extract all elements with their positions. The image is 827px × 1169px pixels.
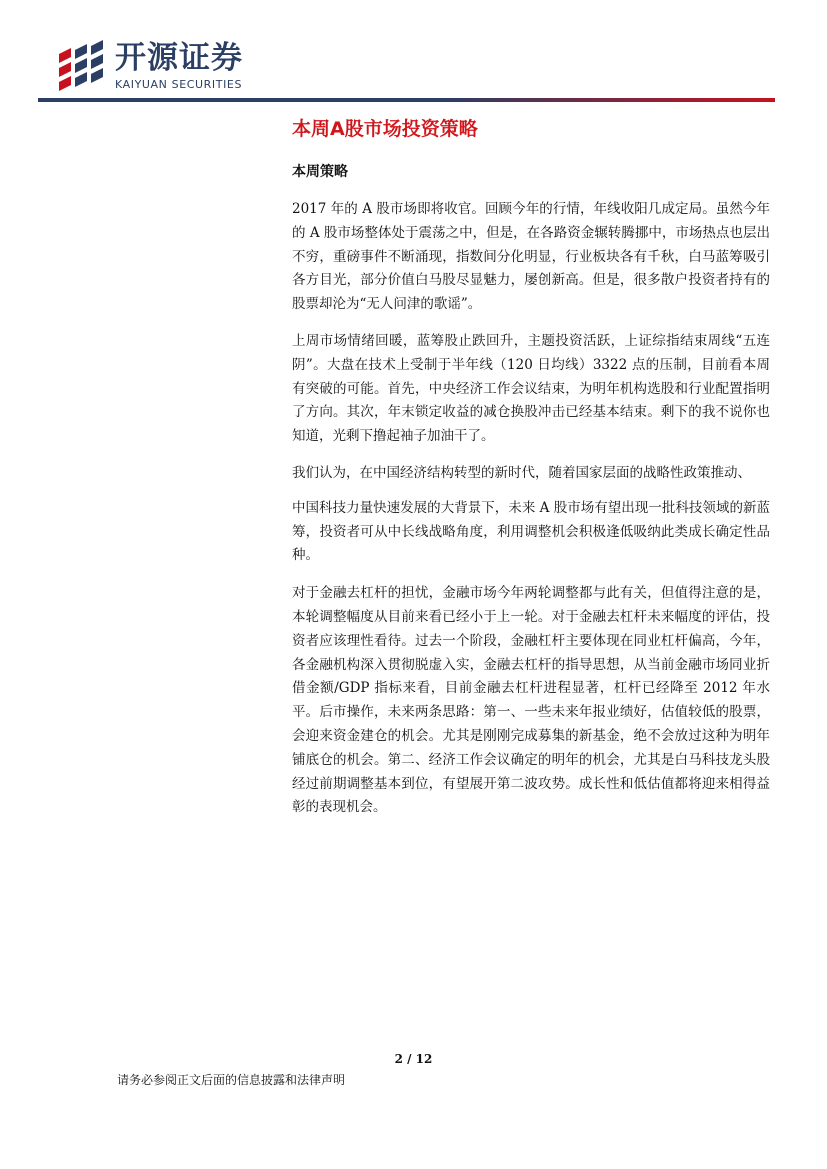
paragraph-1: 2017 年的 A 股市场即将收官。回顾今年的行情，年线收阳几成定局。虽然今年的 A 股市场整体处于震荡之中，但是，在各路资金辗转腾挪中，市场热点也层出不穷，重磅事件不断涌现，指数间分化明显，行业板块各有千秋，白马蓝筹吸引各方目光，部分价值白马股尽显魅力，屡创新高。但是，很多散户投资者持有的股票却沦为“无人问津的歌谣”。 [292,201,770,313]
paragraph-4: 对于金融去杠杆的担忧，金融市场今年两轮调整都与此有关，但值得注意的是，本轮调整幅度从目前来看已经小于上一轮。对于金融去杠杆未来幅度的评估，投资者应该理性看待。过去一个阶段，金融杠杆主要体现在同业杠杆偏高，今年，各金融机构深入贯彻脱虚入实，金融去杠杆的指导思想，从当前金融市场同业折借金额/GDP 指标来看，目前金融去杠杆进程显著，杠杆已经降至 2012 年水平。后市操作，未来两条思路：第一、一些未来年报业绩好，估值较低的股票，会迎来资金建仓的机会。尤其是刚刚完成募集的新基金，绝不会放过这种为明年铺底仓的机会。第二、经济工作会议确定的明年的机会，尤其是白马科技龙头股经过前期调整基本到位，有望展开第二波攻势。成长性和低估值都将迎来相得益彰的表现机会。 [292,585,770,816]
article-body [292,116,770,820]
kaiyuan-logo [55,40,245,100]
legal-disclaimer: 请务必参阅正文后面的信息披露和法律声明 [117,1073,346,1087]
paragraph-3-part-b: 中国科技力量快速发展的大背景下，未来 A 股市场有望出现一批科技领域的新蓝筹，投资者可从中长线战略角度，利用调整机会积极逢低吸纳此类成长确定性品种。 [292,499,770,564]
brand-name-cn: 开源证券 [115,40,243,76]
page-header [0,0,827,110]
header-rule [38,98,775,102]
page-number: 2 / 12 [394,1052,433,1066]
brand-name-en: KAIYUAN SECURITIES [115,78,243,91]
logo-mark-icon [55,40,111,98]
article-title: 本周A股市场投资策略 [292,118,478,140]
paragraph-2: 上周市场情绪回暖，蓝筹股止跌回升，主题投资活跃，上证综指结束周线“五连阴”。大盘在技术上受制于半年线（120 日均线）3322 点的压制，目前看本周有突破的可能。首先，中央经济工作会议结束，为明年机构选股和行业配置指明了方向。其次，年末锁定收益的减仓换股冲击已经基本结束。剩下的我不说你也知道，光剩下撸起袖子加油干了。 [292,332,770,445]
section-subtitle: 本周策略 [292,164,348,180]
paragraph-3-part-a: 我们认为，在中国经济结构转型的新时代，随着国家层面的战略性政策推动、 [292,464,751,481]
